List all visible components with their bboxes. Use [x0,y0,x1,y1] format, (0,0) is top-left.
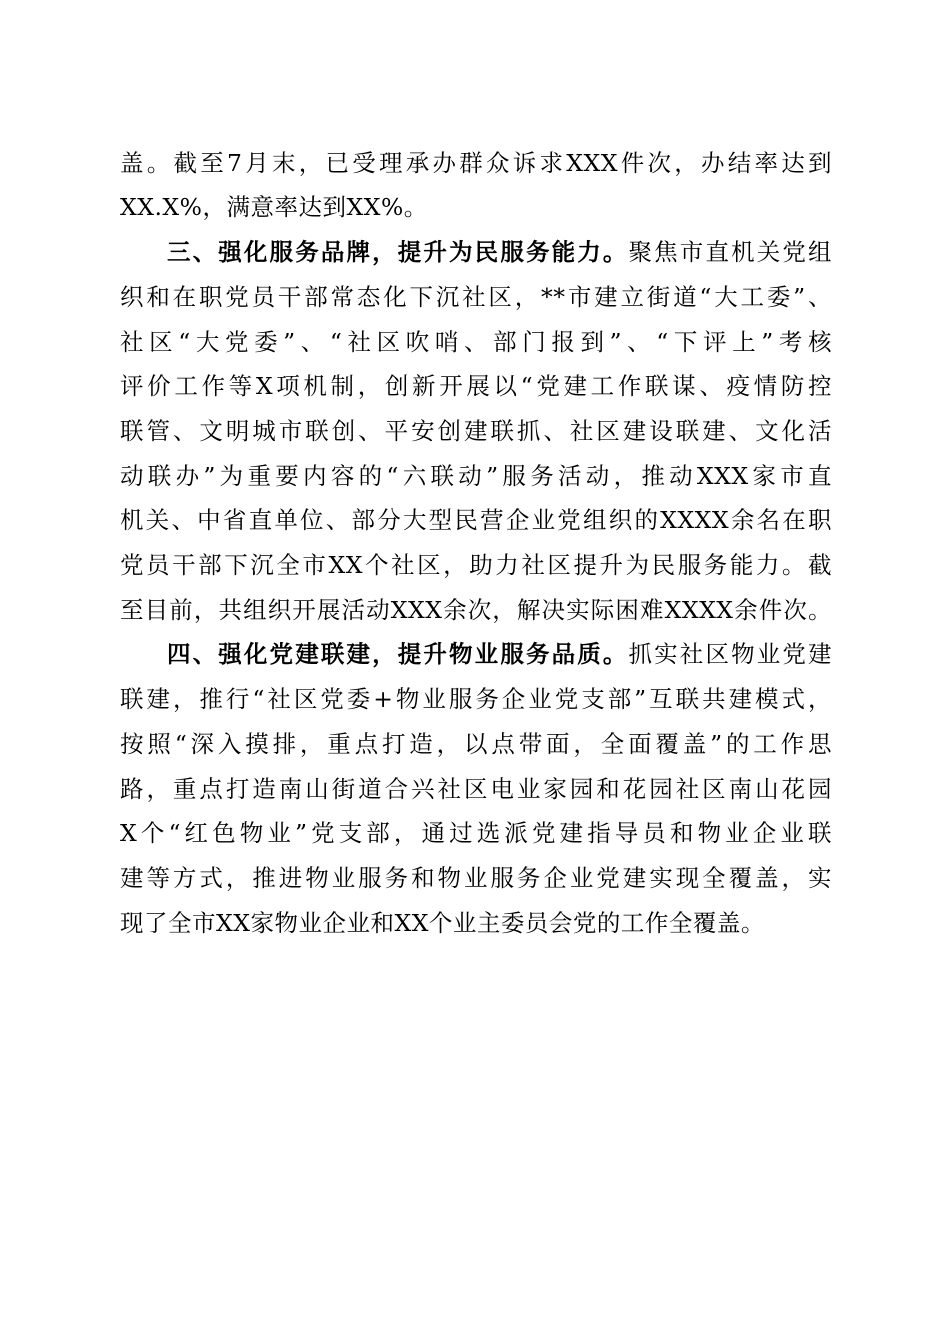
text-line-6: 评价工作等X项机制，创新开展以“党建工作联谋、疫情防控 [120,372,832,400]
text-line-8: 动联办”为重要内容的“六联动”服务活动，推动XXX家市直 [120,462,832,490]
text-line-16: X个“红色物业”党支部，通过选派党建指导员和物业企业联 [120,819,832,847]
text-line-10: 党员干部下沉全市XX个社区，助力社区提升为民服务能力。截 [120,551,832,579]
text-line-9: 机关、中省直单位、部分大型民营企业党组织的XXXX余名在职 [120,506,832,534]
text-line-17: 建等方式，推进物业服务和物业服务企业党建实现全覆盖，实 [120,864,832,892]
section-four-lead-text: 抓实社区物业党建 [628,640,833,668]
text-line-11: 至目前，共组织开展活动XXX余次，解决实际困难XXXX余件次。 [120,596,832,624]
section-four-heading: 四、强化党建联建，提升物业服务品质。 [167,640,629,668]
section-three-lead-text: 聚焦市直机关党组 [628,238,833,266]
section-three-first-line [167,230,832,274]
text-line-14: 按照“深入摸排，重点打造，以点带面，全面覆盖”的工作思 [120,730,832,758]
text-line-18: 现了全市XX家物业企业和XX个业主委员会党的工作全覆盖。 [120,909,765,937]
section-three-heading: 三、强化服务品牌，提升为民服务能力。 [167,238,629,266]
text-line-1: 盖。截至7月末，已受理承办群众诉求XXX件次，办结率达到 [120,149,832,177]
section-four-first-line [167,632,832,676]
text-line-5: 社区“大党委”、“社区吹哨、部门报到”、“下评上”考核 [120,328,832,356]
text-line-2: XX.X%，满意率达到XX%。 [120,193,428,221]
text-line-15: 路，重点打造南山街道合兴社区电业家园和花园社区南山花园 [120,775,832,803]
text-line-4: 织和在职党员干部常态化下沉社区，**市建立街道“大工委”、 [120,283,832,311]
text-line-7: 联管、文明城市联创、平安创建联抓、社区建设联建、文化活 [120,417,832,445]
text-line-13: 联建，推行“社区党委+物业服务企业党支部”互联共建模式， [120,685,832,713]
